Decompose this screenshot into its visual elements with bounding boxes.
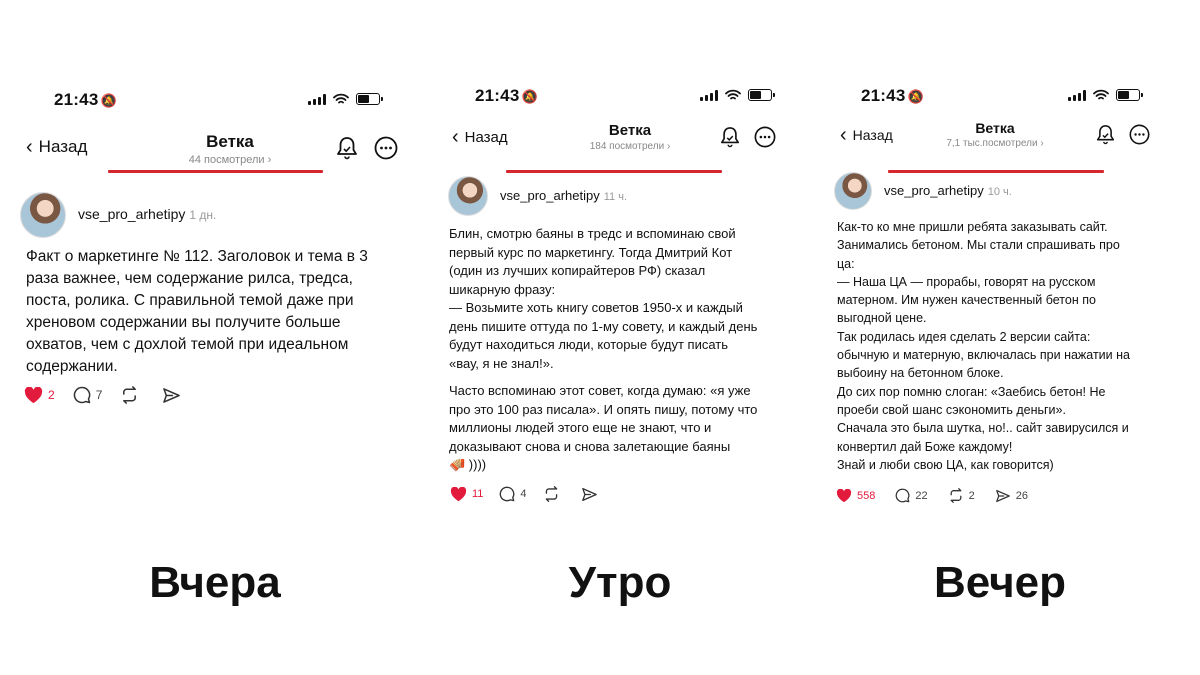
share-icon (995, 489, 1011, 503)
username[interactable]: vse_pro_arhetipy (78, 206, 186, 222)
comment-button[interactable] (895, 488, 927, 503)
highlight-underline (108, 170, 323, 173)
back-label: Назад (38, 137, 88, 156)
post-actions (450, 486, 603, 502)
repost-icon (543, 486, 560, 502)
comment-icon (895, 488, 910, 503)
battery-icon (748, 89, 772, 101)
wifi-icon (1093, 89, 1109, 101)
back-button[interactable] (26, 137, 87, 157)
wifi-icon (725, 89, 741, 101)
views-count[interactable]: 7,1 тыс.посмотрели › (946, 138, 1044, 149)
like-button[interactable] (836, 489, 875, 503)
like-count: 2 (48, 388, 55, 402)
like-button[interactable] (450, 487, 483, 502)
back-button[interactable] (840, 125, 893, 145)
status-bar (440, 86, 800, 106)
battery-icon (356, 93, 380, 105)
post-age: 11 ч. (603, 191, 627, 203)
like-count: 11 (472, 488, 484, 500)
comment-button[interactable] (499, 486, 526, 502)
bell-icon[interactable] (336, 136, 358, 160)
thread-title (150, 132, 310, 166)
avatar[interactable] (448, 176, 488, 216)
battery-icon (1116, 89, 1140, 101)
post-age: 1 дн. (189, 208, 217, 222)
bell-icon[interactable] (1096, 124, 1115, 145)
post-paragraph: Блин, смотрю баяны в тредс и вспоминаю свой первый курс по маркетингу. Тогда Дмитрий Кот (один из лучших копирайтеров РФ) сказал шикарную фразу: — Возьмите хоть книгу советов 1950-х и каждый день пишите оттуда по 1-му совету, и каждый день будут находиться люди, которые будут писать «вау, я не знал!». (449, 226, 758, 371)
repost-button[interactable] (948, 488, 975, 503)
post-paragraph: Как-то ко мне пришли ребята заказывать сайт. Занимались бетоном. Мы стали спрашивать про ца: — Наша ЦА — прорабы, говорят на русском матерном. Им нужен качественный бетон по выгодной цене. Так родилась идея сделать 2 версии сайта: обычную и матерную, включалась при нажатии на выбоину на бетонном блоке. До сих пор помню слоган: «Заебись бетон! Не проеби свой шанс сэкономить деньги». Сначала это была шутка, но!.. сайт завирусился и конвертил дай Боже каждому! Знай и люби свою ЦА, как говорится) (837, 220, 1130, 472)
post-age: 10 ч. (987, 186, 1012, 198)
repost-button[interactable] (543, 486, 565, 502)
caption-label: Вчера (149, 558, 281, 607)
status-time: 21:43 🔕 (475, 86, 538, 105)
bell-off-icon: 🔕 (521, 89, 538, 104)
post-author[interactable] (448, 176, 627, 216)
repost-icon (948, 488, 964, 503)
username[interactable]: vse_pro_arhetipy (500, 188, 600, 203)
status-bar (20, 90, 410, 110)
thread-title (920, 120, 1070, 149)
back-label: Назад (852, 127, 893, 143)
post-paragraph: Часто вспоминаю этот совет, когда думаю: «я уже про это 100 раз писала». И опять пишу, потому что миллионы людей этого еще не знают, что и доказывают снова и снова залетающие баяны 🪗 )))) (449, 383, 758, 472)
caption-label: Вечер (933, 558, 1067, 607)
views-count[interactable]: 44 посмотрели › (188, 154, 272, 166)
heart-icon (24, 387, 43, 404)
status-time: 21:43 🔕 (54, 90, 117, 109)
heart-icon (450, 487, 467, 502)
page-title: Ветка (975, 120, 1015, 136)
back-label: Назад (464, 128, 508, 146)
post-author[interactable] (834, 172, 1012, 210)
avatar[interactable] (20, 192, 66, 238)
thread-title (550, 122, 710, 152)
caption-label: Утро (568, 558, 672, 607)
post-text (26, 246, 406, 378)
views-count[interactable]: 184 посмотрели › (589, 141, 671, 152)
nav-bar (830, 120, 1170, 160)
repost-button[interactable] (120, 386, 144, 404)
share-icon (581, 487, 598, 502)
comment-count: 22 (915, 489, 928, 502)
avatar[interactable] (834, 172, 872, 210)
comment-count: 4 (520, 488, 527, 500)
share-button[interactable] (162, 387, 186, 404)
share-button[interactable] (581, 487, 603, 502)
signal-icon (308, 94, 326, 105)
share-count: 26 (1015, 489, 1028, 502)
like-button[interactable] (24, 387, 55, 404)
post-paragraph: Факт о маркетинге № 112. Заголовок и тема в 3 раза важнее, чем содержание рилса, тредса, поста, ролика. С правильной темой даже при хреновом содержании вы получите больше охватов, чем с дохлой темой при идеальном содержании. (26, 248, 368, 375)
username[interactable]: vse_pro_arhetipy (884, 183, 984, 198)
status-bar (830, 86, 1170, 106)
repost-count: 2 (968, 489, 975, 502)
share-button[interactable] (995, 489, 1028, 503)
page-title: Ветка (206, 132, 254, 151)
post-actions (24, 386, 186, 404)
comment-icon (499, 486, 515, 502)
more-icon[interactable] (374, 136, 398, 160)
more-icon[interactable] (1129, 124, 1150, 145)
bell-icon[interactable] (720, 126, 740, 148)
more-icon[interactable] (754, 126, 776, 148)
highlight-underline (506, 170, 722, 173)
like-count: 558 (857, 489, 876, 502)
bell-off-icon: 🔕 (100, 93, 117, 108)
share-icon (162, 387, 181, 404)
bell-off-icon: 🔕 (907, 89, 924, 104)
chevron-left-icon: ‹ (26, 136, 33, 158)
nav-bar (440, 122, 800, 162)
post-actions (836, 488, 1028, 503)
post-author[interactable] (20, 192, 216, 238)
comment-count: 7 (95, 388, 103, 402)
page-title: Ветка (608, 122, 652, 139)
post-text (837, 218, 1167, 474)
repost-icon (120, 386, 139, 404)
chevron-left-icon: ‹ (840, 124, 847, 146)
back-button[interactable] (452, 127, 508, 147)
status-time: 21:43 🔕 (861, 86, 924, 105)
post-text (449, 225, 799, 475)
nav-bar (20, 132, 410, 172)
heart-icon (836, 489, 852, 503)
chevron-left-icon: ‹ (452, 126, 459, 148)
signal-icon (700, 90, 718, 101)
signal-icon (1068, 90, 1086, 101)
wifi-icon (333, 93, 349, 105)
comment-icon (73, 386, 91, 404)
comment-button[interactable] (73, 386, 103, 404)
